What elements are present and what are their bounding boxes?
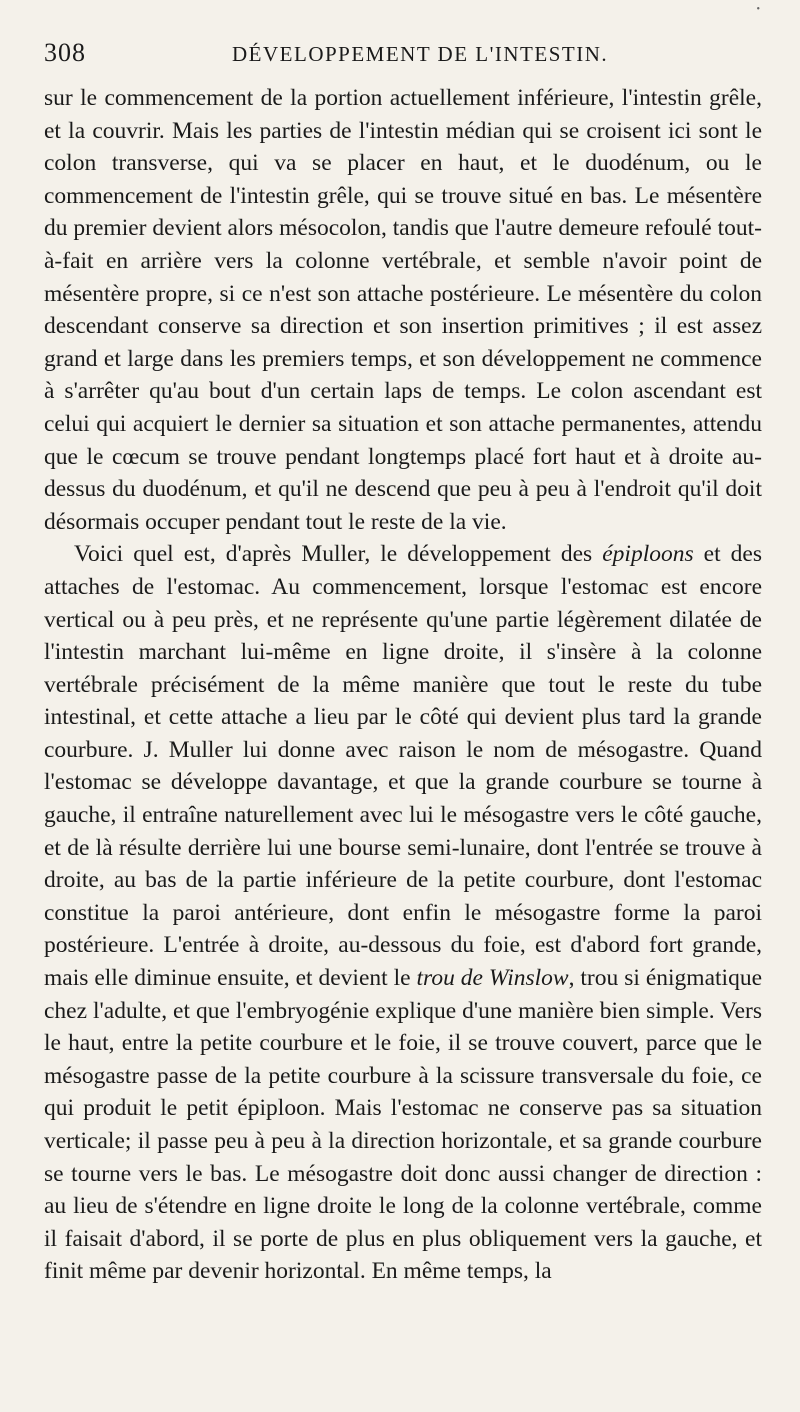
paragraph xyxy=(44,82,762,538)
text-run: Voici quel est, d'après Muller, le développement des xyxy=(74,541,603,568)
paragraph xyxy=(44,538,762,1288)
text-run: sur le commencement de la portion actuellement inférieure, l'intestin grêle, et la couvrir. Mais les parties de l'intestin médian qui se croisent ici sont le colon transverse, qui va se placer en haut, et le duodénum, ou le commencement de l'intestin grêle, qui se trouve situé en bas. Le mésentère du premier devient alors mésocolon, tandis que l'autre demeure refoulé tout-à-fait en arrière vers la colonne vertébrale, et semble n'avoir point de mésentère propre, si ce n'est son attache postérieure. Le mésentère du colon descendant conserve sa direction et son insertion primitives ; il est assez grand et large dans les premiers temps, et son développement ne commence à s'arrêter qu'au bout d'un certain laps de temps. Le colon ascendant est celui qui acquiert le dernier sa situation et son attache permanentes, attendu que le cœcum se trouve pendant longtemps placé fort haut et à droite au-dessus du duodénum, et qu'il ne descend que peu à peu à l'endroit qu'il doit désormais occuper pendant tout le reste de la vie. xyxy=(44,85,762,535)
italic-term: épiploons xyxy=(602,541,694,568)
corner-mark: • xyxy=(756,4,760,15)
text-run: , trou si énigmatique chez l'adulte, et que l'embryogénie explique d'une manière bien simple. Vers le haut, entre la petite courbure et le foie, il se trouve couvert, parce que le mésogastre passe de la petite courbure à la scissure transversale du foie, ce qui produit le petit épiploon. Mais l'estomac ne conserve pas sa situation verticale; il passe peu à peu à la direction horizontale, et sa grande courbure se tourne vers le bas. Le mésogastre doit donc aussi changer de direction : au lieu de s'étendre en ligne droite le long de la colonne vertébrale, comme il faisait d'abord, il se porte de plus en plus obliquement vers la gauche, et finit même par devenir horizontal. En même temps, la xyxy=(44,965,762,1285)
page-number: 308 xyxy=(44,38,86,67)
running-title: DÉVELOPPEMENT DE L'INTESTIN. xyxy=(232,42,609,66)
italic-term: trou de Winslow xyxy=(416,965,569,992)
text-run: et des attaches de l'estomac. Au commencement, lorsque l'estomac est encore vertical ou à peu près, et ne représente qu'une partie légèrement dilatée de l'intestin marchant lui-même en ligne droite, il s'insère à la colonne vertébrale précisément de la même manière que tout le reste du tube intestinal, et cette attache a lieu par le côté qui devient plus tard la grande courbure. J. Muller lui donne avec raison le nom de mésogastre. Quand l'estomac se développe davantage, et que la grande courbure se tourne à gauche, il entraîne naturellement avec lui le mésogastre vers le côté gauche, et de là résulte derrière lui une bourse semi-lunaire, dont l'entrée se trouve à droite, au bas de la partie inférieure de la petite courbure, dont l'estomac constitue la paroi antérieure, dont enfin le mésogastre forme la paroi postérieure. L'entrée à droite, au-dessous du foie, est d'abord fort grande, mais elle diminue ensuite, et devient le xyxy=(44,541,762,992)
body-text xyxy=(44,82,762,1288)
running-head xyxy=(44,30,762,82)
